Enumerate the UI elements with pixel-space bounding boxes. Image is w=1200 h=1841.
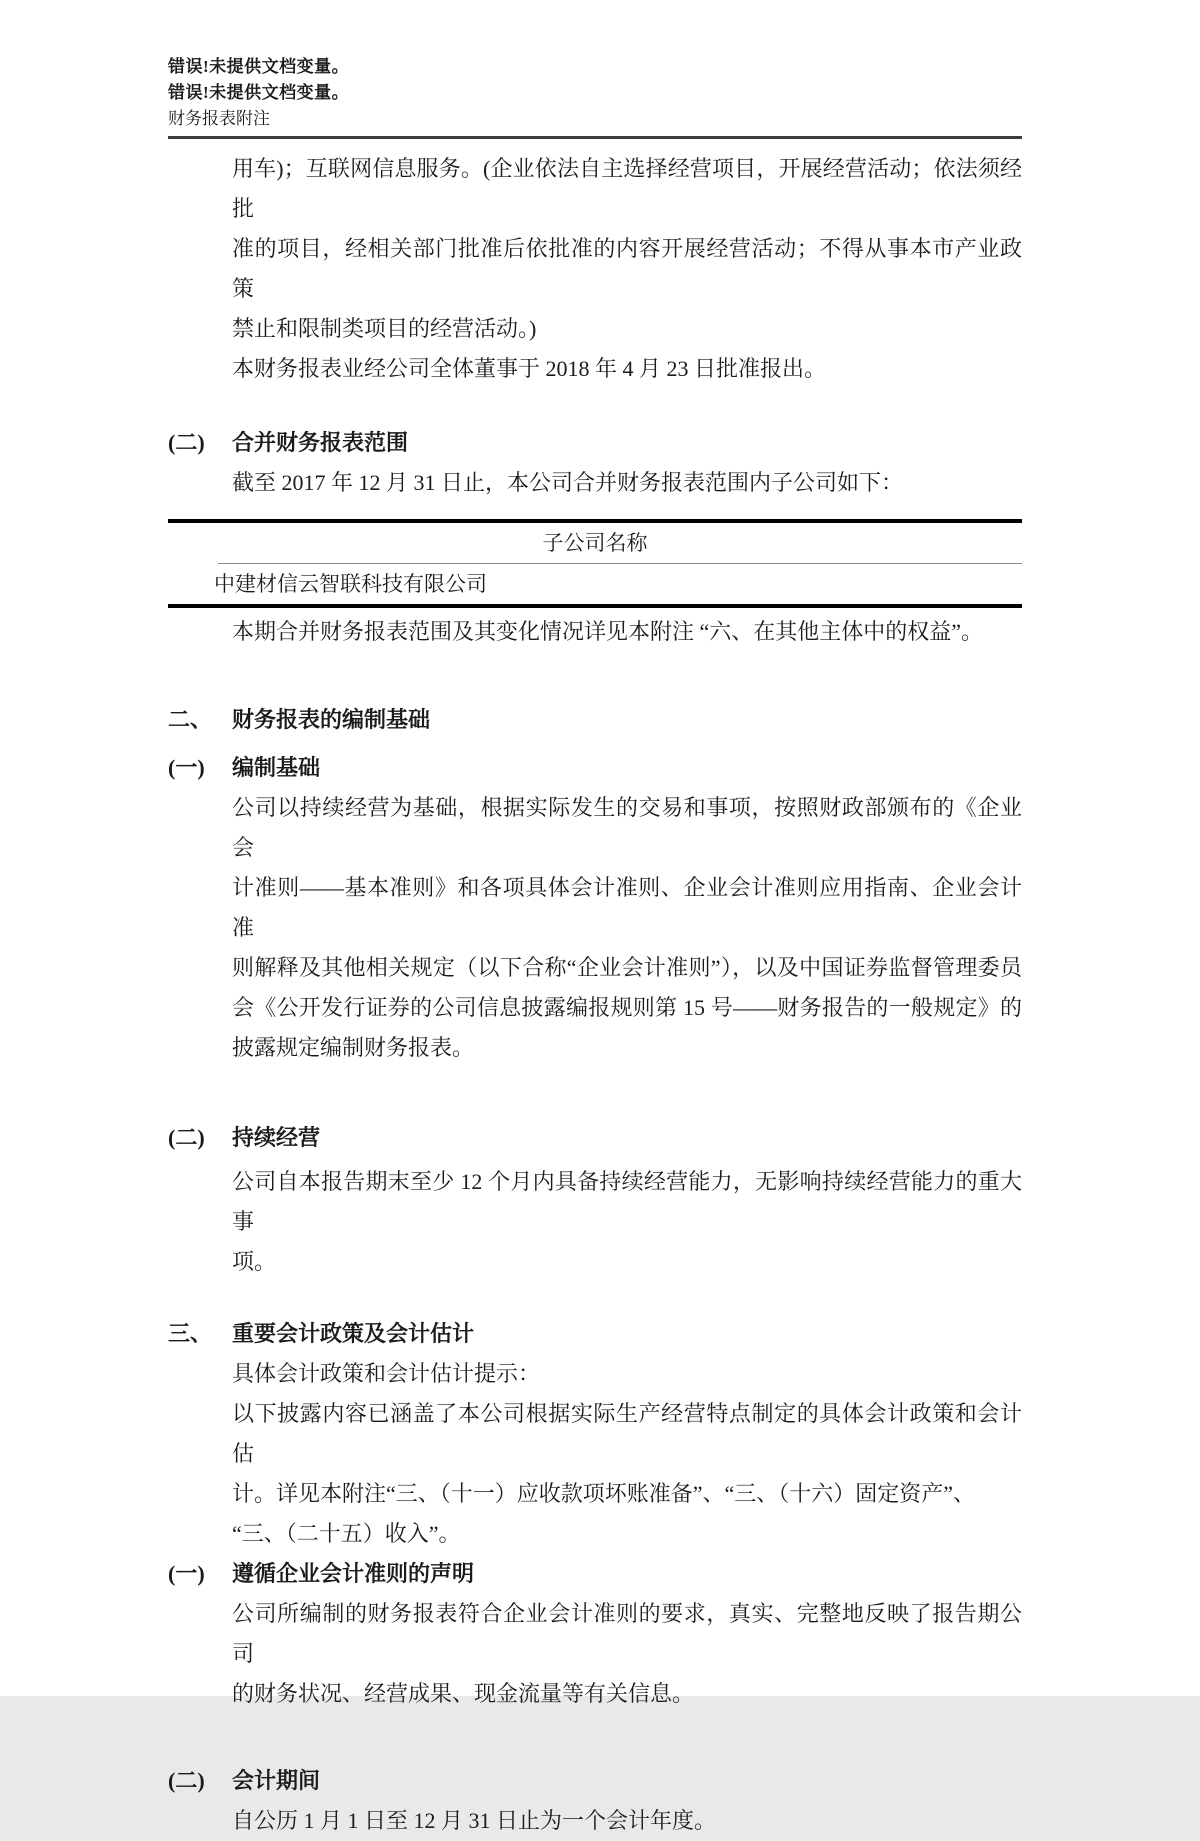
paragraph-line: 计。详见本附注“三、（十一）应收款项坏账准备”、“三、（十六）固定资产”、: [232, 1481, 976, 1506]
subsidiary-table-header: 子公司名称: [542, 531, 648, 555]
chapter-title: 重要会计政策及会计估计: [232, 1321, 475, 1346]
page-title: 财务报表附注: [168, 109, 270, 128]
section-title: 遵循企业会计准则的声明: [232, 1561, 475, 1586]
section-number: (二): [168, 1125, 205, 1150]
doc-variable-error-line-1: 错误!未提供文档变量。: [168, 57, 350, 76]
paragraph-line: 的财务状况、经营成果、现金流量等有关信息。: [232, 1681, 695, 1706]
policy-note-paragraph: [232, 1394, 1022, 1554]
chapter-number: 三、: [168, 1321, 213, 1346]
chapter-number: 二、: [168, 707, 213, 732]
section-number: (一): [168, 755, 205, 780]
section-heading-consolidation-scope: [168, 423, 1022, 463]
board-approval-line: 本财务报表业经公司全体董事于 2018 年 4 月 23 日批准报出。: [232, 356, 827, 381]
scope-intro-line: 截至 2017 年 12 月 31 日止，本公司合并财务报表范围内子公司如下：: [232, 470, 904, 495]
paragraph-line: 公司所编制的财务报表符合企业会计准则的要求，真实、完整地反映了报告期公司: [232, 1601, 1022, 1666]
header-rule: [168, 136, 1022, 139]
chapter-title: 财务报表的编制基础: [232, 707, 431, 732]
paragraph-line: 禁止和限制类项目的经营活动。): [232, 316, 537, 341]
subsidiary-table: [168, 519, 1022, 608]
section-title: 会计期间: [232, 1768, 321, 1793]
basis-paragraph: [232, 788, 1022, 1068]
section-number: (二): [168, 1768, 205, 1793]
paragraph-line: “三、（二十五）收入”。: [232, 1521, 461, 1546]
paragraph-line: 公司自本报告期末至少 12 个月内具备持续经营能力，无影响持续经营能力的重大事: [232, 1169, 1022, 1234]
section-title: 合并财务报表范围: [232, 430, 409, 455]
policy-hint-line: 具体会计政策和会计估计提示：: [232, 1361, 541, 1386]
section-heading-accounting-period: [168, 1761, 1022, 1801]
paragraph-line: 则解释及其他相关规定（以下合称“企业会计准则”），以及中国证券监督管理委员: [232, 955, 1022, 980]
paragraph-line: 准的项目，经相关部门批准后依批准的内容开展经营活动；不得从事本市产业政策: [232, 236, 1022, 301]
section-heading-compliance-statement: [168, 1554, 1022, 1594]
paragraph-line: 以下披露内容已涵盖了本公司根据实际生产经营特点制定的具体会计政策和会计估: [232, 1401, 1022, 1466]
paragraph-line: 用车)；互联网信息服务。(企业依法自主选择经营项目，开展经营活动；依法须经批: [232, 156, 1022, 221]
subsidiary-name-cell: 中建材信云智联科技有限公司: [214, 572, 487, 596]
paragraph-line: 项。: [232, 1249, 277, 1274]
section-number: (二): [168, 430, 205, 455]
paragraph-line: 披露规定编制财务报表。: [232, 1035, 475, 1060]
paragraph-line: 公司以持续经营为基础，根据实际发生的交易和事项，按照财政部颁布的《企业会: [232, 795, 1022, 860]
compliance-paragraph: [232, 1594, 1022, 1714]
section-heading-basis: [168, 748, 1022, 788]
section-number: (一): [168, 1561, 205, 1586]
chapter-heading-preparation-basis: [168, 700, 1022, 740]
going-concern-paragraph: [232, 1162, 1022, 1282]
page-header: [168, 54, 1022, 139]
chapter-heading-accounting-policies: [168, 1314, 1022, 1354]
doc-variable-error-line-2: 错误!未提供文档变量。: [168, 83, 350, 102]
paragraph-line: 会《公开发行证券的公司信息披露编报规则第 15 号——财务报告的一般规定》的: [232, 995, 1022, 1020]
business-scope-paragraph: [232, 149, 1022, 389]
section-heading-going-concern: [168, 1118, 1022, 1158]
scope-note-line: 本期合并财务报表范围及其变化情况详见本附注 “六、在其他主体中的权益”。: [232, 619, 984, 644]
paragraph-line: 计准则——基本准则》和各项具体会计准则、企业会计准则应用指南、企业会计准: [232, 875, 1022, 940]
section-title: 编制基础: [232, 755, 321, 780]
section-title: 持续经营: [232, 1125, 321, 1150]
fiscal-year-line: 自公历 1 月 1 日至 12 月 31 日止为一个会计年度。: [232, 1808, 717, 1833]
